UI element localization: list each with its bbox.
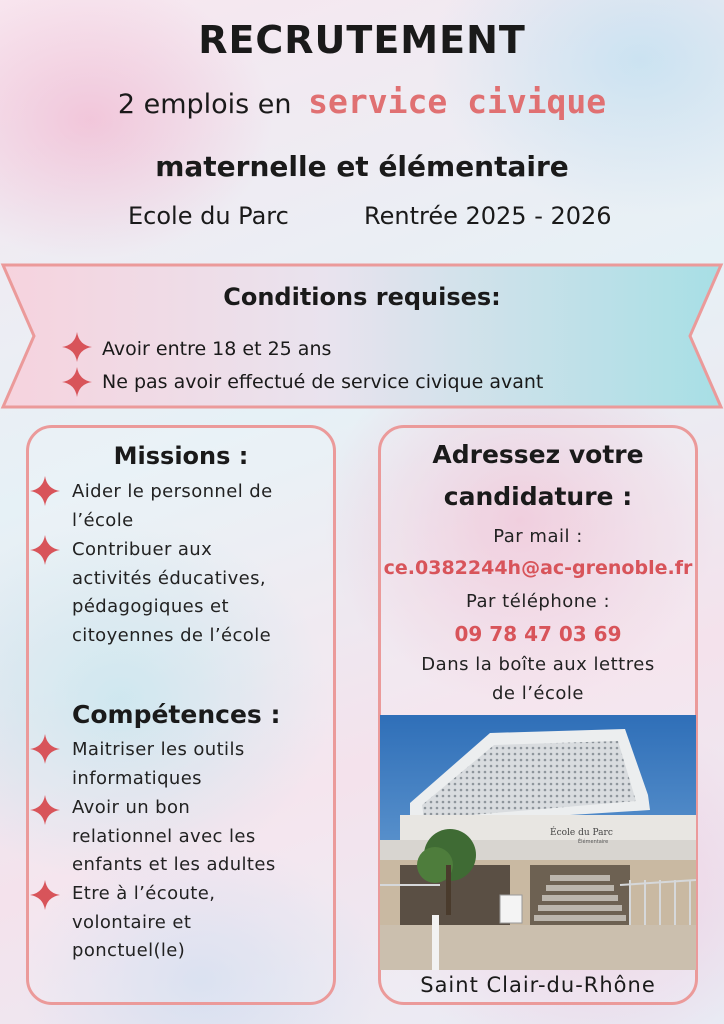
sparkle-icon bbox=[62, 332, 92, 362]
page-title: RECRUTEMENT bbox=[198, 18, 526, 62]
photo-sign-sub: Élémentaire bbox=[578, 839, 609, 845]
email-link[interactable]: ce.0382244h@ac-grenoble.fr bbox=[383, 557, 693, 579]
phone-label: Par téléphone : bbox=[465, 591, 611, 612]
competence-line: relationnel avec les bbox=[72, 825, 256, 847]
mission-line: pédagogiques et bbox=[72, 596, 229, 617]
condition-item: Avoir entre 18 et 25 ans bbox=[102, 338, 332, 360]
sparkle-icon bbox=[30, 476, 60, 506]
competence-item bbox=[72, 736, 330, 793]
competence-item bbox=[72, 794, 330, 880]
competence-line: Maitriser les outils bbox=[72, 739, 245, 760]
sparkle-icon bbox=[30, 734, 60, 764]
competences-title: Compétences : bbox=[72, 700, 281, 729]
sparkle-icon bbox=[62, 367, 92, 397]
application-title-line: Adressez votre bbox=[432, 440, 644, 469]
subtitle-accent: service civique bbox=[308, 82, 607, 121]
mail-label: Par mail : bbox=[493, 526, 583, 547]
competence-line: volontaire et bbox=[72, 911, 192, 933]
sparkle-icon bbox=[30, 795, 60, 825]
school-name: Ecole du Parc bbox=[128, 202, 289, 230]
missions-title: Missions : bbox=[113, 442, 249, 470]
mission-line: l’école bbox=[72, 509, 134, 531]
competence-line: Etre à l’écoute, bbox=[72, 883, 216, 904]
competence-line: ponctuel(le) bbox=[72, 940, 186, 961]
competence-item bbox=[72, 880, 330, 966]
condition-item: Ne pas avoir effectué de service civique avant bbox=[102, 371, 544, 393]
application-title bbox=[378, 434, 698, 518]
competence-line: Avoir un bon bbox=[72, 797, 191, 818]
mission-line: Aider le personnel de bbox=[72, 481, 273, 502]
mission-item bbox=[72, 478, 330, 535]
mission-item bbox=[72, 536, 330, 650]
mission-line: Contribuer aux bbox=[72, 539, 213, 560]
mission-line: activités éducatives, bbox=[72, 567, 266, 589]
mission-line: citoyennes de l’école bbox=[72, 624, 272, 646]
school-building-illustration bbox=[380, 715, 696, 970]
sparkle-icon bbox=[30, 535, 60, 565]
school-photo bbox=[380, 715, 696, 970]
conditions-title: Conditions requises: bbox=[223, 283, 501, 311]
sparkle-icon bbox=[30, 880, 60, 910]
competence-line: enfants et les adultes bbox=[72, 854, 276, 875]
school-levels: maternelle et élémentaire bbox=[155, 150, 569, 183]
competence-line: informatiques bbox=[72, 767, 202, 789]
city-caption: Saint Clair-du-Rhône bbox=[420, 973, 656, 997]
mailbox-line: Dans la boîte aux lettres bbox=[421, 654, 655, 675]
phone-number[interactable]: 09 78 47 03 69 bbox=[454, 622, 622, 646]
subtitle bbox=[0, 82, 724, 121]
mailbox-line: de l’école bbox=[491, 683, 584, 704]
school-year: Rentrée 2025 - 2026 bbox=[364, 202, 612, 230]
subtitle-prefix: 2 emplois en bbox=[117, 89, 292, 120]
photo-sign: École du Parc bbox=[550, 828, 613, 838]
application-title-line: candidature : bbox=[443, 482, 633, 511]
